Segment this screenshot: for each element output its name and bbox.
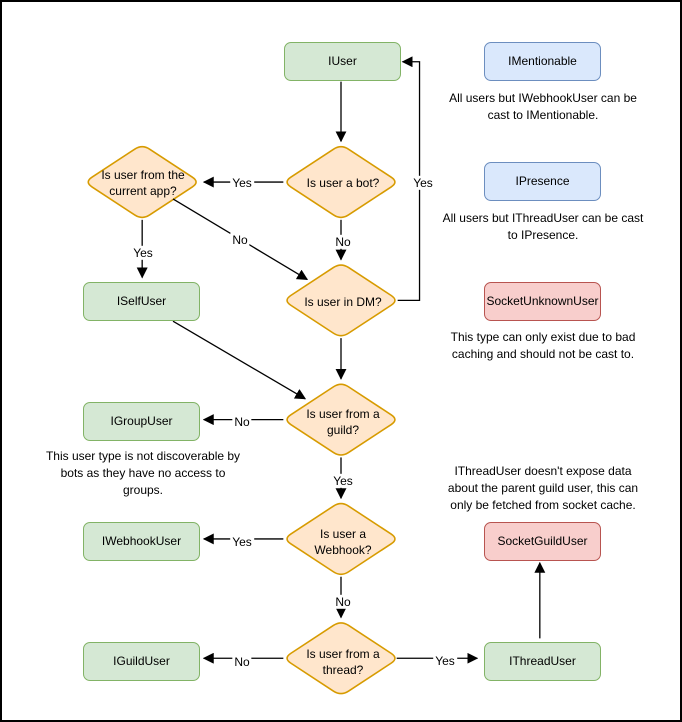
decision-webhook-label: Is user a Webhook? xyxy=(314,526,372,557)
node-iwebhookuser: IWebhookUser xyxy=(83,522,200,561)
caption-ithreaduser: IThreadUser doesn't expose data about the parent guild user, this can only be fetched from socket cache. xyxy=(447,464,639,512)
edge-label-current-app-yes: Yes xyxy=(133,245,153,260)
decision-guild-label: Is user from a guild? xyxy=(306,406,380,437)
caption-ipresence: All users but IThreadUser can be cast to IPresence. xyxy=(442,211,644,242)
node-socketguilduser: SocketGuildUser xyxy=(484,522,601,561)
edge-label-webhook-yes: Yes xyxy=(232,534,252,549)
decision-current-app-label: Is user from the current app? xyxy=(101,167,185,198)
decision-bot-label: Is user a bot? xyxy=(306,175,380,190)
caption-igroupuser: This user type is not discoverable by bots as they have no access to groups. xyxy=(45,449,241,497)
node-ithreaduser: IThreadUser xyxy=(484,642,601,681)
node-ipresence: IPresence xyxy=(484,162,601,201)
decision-dm-label: Is user in DM? xyxy=(304,294,382,309)
edge-label-webhook-no: No xyxy=(335,594,351,609)
edge-label-dm-yes: Yes xyxy=(413,175,433,190)
decision-thread-label: Is user from a thread? xyxy=(306,646,380,677)
node-iguilduser: IGuildUser xyxy=(83,642,200,681)
node-imentionable: IMentionable xyxy=(484,42,601,81)
edge-label-thread-yes: Yes xyxy=(435,653,455,668)
edge-label-guild-no: No xyxy=(234,414,250,429)
node-socketunknownuser: SocketUnknownUser xyxy=(484,282,601,321)
edge-label-current-app-no: No xyxy=(232,232,248,247)
caption-imentionable: All users but IWebhookUser can be cast to IMentionable. xyxy=(449,91,637,122)
edge-label-thread-no: No xyxy=(234,654,250,669)
node-iselfuser: ISelfUser xyxy=(83,282,200,321)
edge-label-bot-no: No xyxy=(335,234,351,249)
edge-iselfuser-to-guild xyxy=(173,321,305,399)
node-iuser: IUser xyxy=(284,42,401,81)
node-igroupuser: IGroupUser xyxy=(83,402,200,441)
edge-label-guild-yes: Yes xyxy=(333,473,353,488)
caption-socketunknownuser: This type can only exist due to bad caching and should not be cast to. xyxy=(450,330,636,361)
edge-label-bot-yes: Yes xyxy=(232,175,252,190)
